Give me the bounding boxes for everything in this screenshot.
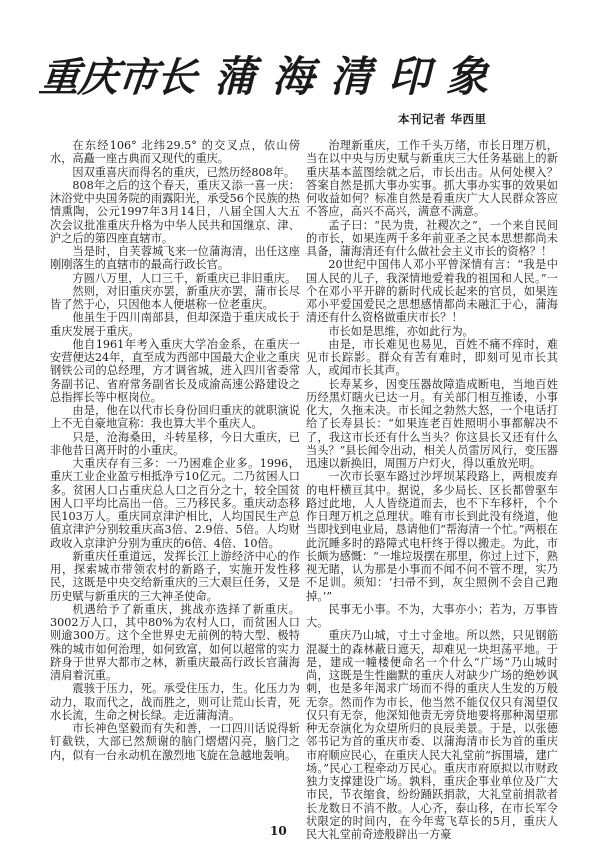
paragraph: 民事无小事。不为，大事亦小；若为，万事皆大。 <box>306 602 558 629</box>
paragraph: 孟子曰：“民为贵，社稷次之”，一个来自民间的市长，如果连两千多年前亚圣之民本思想都尚未具备，蒲海清还有什么做社会主义市长的资格？！ <box>306 218 558 258</box>
paragraph: 808年之后的这个春天，重庆又添一喜一庆：沐浴党中央国务院的雨露阳光，承受56个民族的热情熏陶，公元1997年3月14日，八届全国人大五次会议批准重庆升格为中华人民共和国继京、津、沪之后的第四座直辖市。 <box>50 178 300 245</box>
paragraph: 长寿某乡，因变压器故障造成断电，当地百姓历经黑灯瞎火已达一月。有关部门相互推诿，小事化大，久拖未决。市长闻之勃然大怒，一个电话打给了长寿县长：“如果连老百姓照明小事都解决不了，我这市长还有什么当头？你这县长又还有什么当头？”县长闻令出动，相关人员雷厉风行，变压器迅速以新换旧，周围万户灯火，得以重放光明。 <box>306 377 558 470</box>
paragraph: 方圆八万里，人口三千，新重庆已非旧重庆。 <box>72 271 297 285</box>
byline: 本刊记者 华西里 <box>398 112 487 126</box>
paragraph: 然则，对旧重庆亦罢，新重庆亦罢，蒲市长尽皆了然于心，只因他本人便堪称一位老重庆。 <box>50 284 300 311</box>
title-name: 蒲海清印象 <box>214 52 505 101</box>
paragraph: 市长神色坚毅而有失和善，一口四川话说得斩钉截铁，大部已然颓谢的脑门熠熠闪亮，脑门之内，似有一台永动机在激烈地飞旋在急越地轰响。 <box>50 722 300 762</box>
paragraph: 只是，沧海桑田，斗转星移，今日大重庆，已非他昔日离开时的小重庆。 <box>50 430 300 457</box>
paragraph: 新重庆任重道远，发挥长江上游经济中心的作用，探索城市带领农村的新路子，实施开发性移民，这既是中央交给新重庆的三大艰巨任务，又是历史赋与新重庆的三大神圣使命。 <box>50 549 300 603</box>
paragraph: 重庆乃山城，寸土寸金地。所以然，只见钢筋混凝土的森林蔽日遮天，却难见一块坦荡平地。于是，建成一幢楼便命名一个什么“广场”乃山城时尚，这既是生性幽默的重庆人对缺少广场的绝妙讽刺，也是多年渴求广场而不得的重庆人生发的万般无奈。然而作为市长，他当然不能仅仅只有渴望仅仅只有无奈，他深知他责无旁贷地要将那种渴望那种无奈演化为众望所归的良辰美景。于是，以张德邻书记为首的重庆市委、以蒲海清市长为首的重庆市府顺应民心，在重庆人民大礼堂前“拆围墙，建广场。”民心工程牵动万民心。重庆市府原拟以市财政独力支撑建设广场。孰料，重庆企事业单位及广大市民，节衣缩食，纷纷踊跃捐款，大礼堂前捐款者长龙数日不消不散。人心齐，泰山移，在市长军令状限定的时间内，在今年莺飞草长的5月，重庆人民大礼堂前奇迹般辟出一方豪 <box>306 629 558 841</box>
paragraph: 一次市长驱车路过沙坪坝某段路上，两根废弃的电杆横亘其中。据说，多少局长、区长都曾驱车路过此地，人人皆绕道而去，也不下车移杆，个个作日理万机之总理状。唯有市长到此没有绕道，他当即找到电业局，恳请他们“帮海清一个忙。”两根在此沉睡多时的路障式电杆终于得以搬走。为此，市长颇为感慨：“一堆垃圾摆在那里，你过上过下，熟视无睹，认为那是小事而不闻不问不管不理，实乃不足训。须知：‘扫帚不到，灰尘照例不会自己跑掉。’” <box>306 470 558 603</box>
paragraph: 在东经106° 北纬29.5° 的交叉点，依山傍水，高矗一座古典而又现代的重庆。 <box>50 139 300 166</box>
title-main: 重庆市长 <box>37 55 199 101</box>
paragraph: 他虽生于四川南部县，但却深造于重庆成长于重庆发展于重庆。 <box>50 311 300 338</box>
paragraph: 当是时，自芙蓉城飞来一位蒲海清，出任这座刚刚落生的直辖市的最高行政长官。 <box>50 245 300 272</box>
paragraph: 他自1961年考入重庆大学冶金系，在重庆一安营便达24年，直至成为西部中国最大企业之重庆钢铁公司的总经理，方才调省城，进入四川省委常务副书记、省府常务副省长及成渝高速公路建设之总指挥长等中枢岗位。 <box>50 337 300 404</box>
paragraph: 因双重喜庆而得名的重庆，已然历经808年。 <box>72 165 296 179</box>
article-title <box>37 44 505 104</box>
left-column <box>50 139 300 762</box>
paragraph: 20世纪中国伟人邓小平曾深情有言：“我是中国人民的儿子，我深情地爱着我的祖国和人民。”一个在邓小平开辟的新时代成长起来的官员，如果连邓小平爱国爱民之思想感情都尚未融汇于心，蒲海清还有什么资格做重庆市长？！ <box>306 258 558 325</box>
paragraph: 治理新重庆，工作千头万绪，市长日理万机，当在以中央与历史赋与新重庆三大任务基础上的新重庆基本蓝图绘就之后，市长出击。从何处楔入？答案自然是抓大事办实事。抓大事办实事的效果如何收益如何？标准自然是看重庆广大人民群众答应不答应，高兴不高兴，满意不满意。 <box>306 139 558 219</box>
paragraph: 市长如是思维，亦如此行为。 <box>328 324 474 338</box>
paragraph: 机遇给予了新重庆，挑战亦选择了新重庆。3002万人口，其中80%为农村人口，而贫困人口则逾300万。这个全世界史无前例的特大型、极特殊的城市如何治理，如何致富，如何以超常的实力跻身于世界大都市之林，新重庆最高行政长官蒲海清肩着沉重。 <box>50 602 300 682</box>
paragraph: 大重庆存有三多：一乃困难企业多。1996，重庆工业企业盈亏相抵净亏10亿元。二乃贫困人口多。贫困人口占重庆总人口之百分之十，较全国贫困人口平均比高出一倍。三乃移民多。重庆动态移民103万人。重庆同京津沪相比，人均国民生产总值京津沪分别较重庆高3倍、2.9倍、5倍。人均财政收入京津沪分别为重庆的6倍、4倍、10倍。 <box>50 457 300 550</box>
paragraph: 由是，他在以代市长身份回归重庆的就职演说上不无自豪地宣称：我也算大半个重庆人。 <box>50 404 300 431</box>
paragraph: 震骇于压力，死。承受住压力，生。化压力为动力，取而代之，战而胜之，则可让荒山长青，死水长流，生命之树长绿。走近蒲海清。 <box>50 682 300 722</box>
paragraph: 由是，市长难见也易见，百姓不痛不痒时，难见市长踪影。群众有苦有难时，即刻可见市长其人，或闻市长其声。 <box>306 337 558 378</box>
page-number: 10 <box>270 824 287 838</box>
right-column <box>306 139 558 841</box>
